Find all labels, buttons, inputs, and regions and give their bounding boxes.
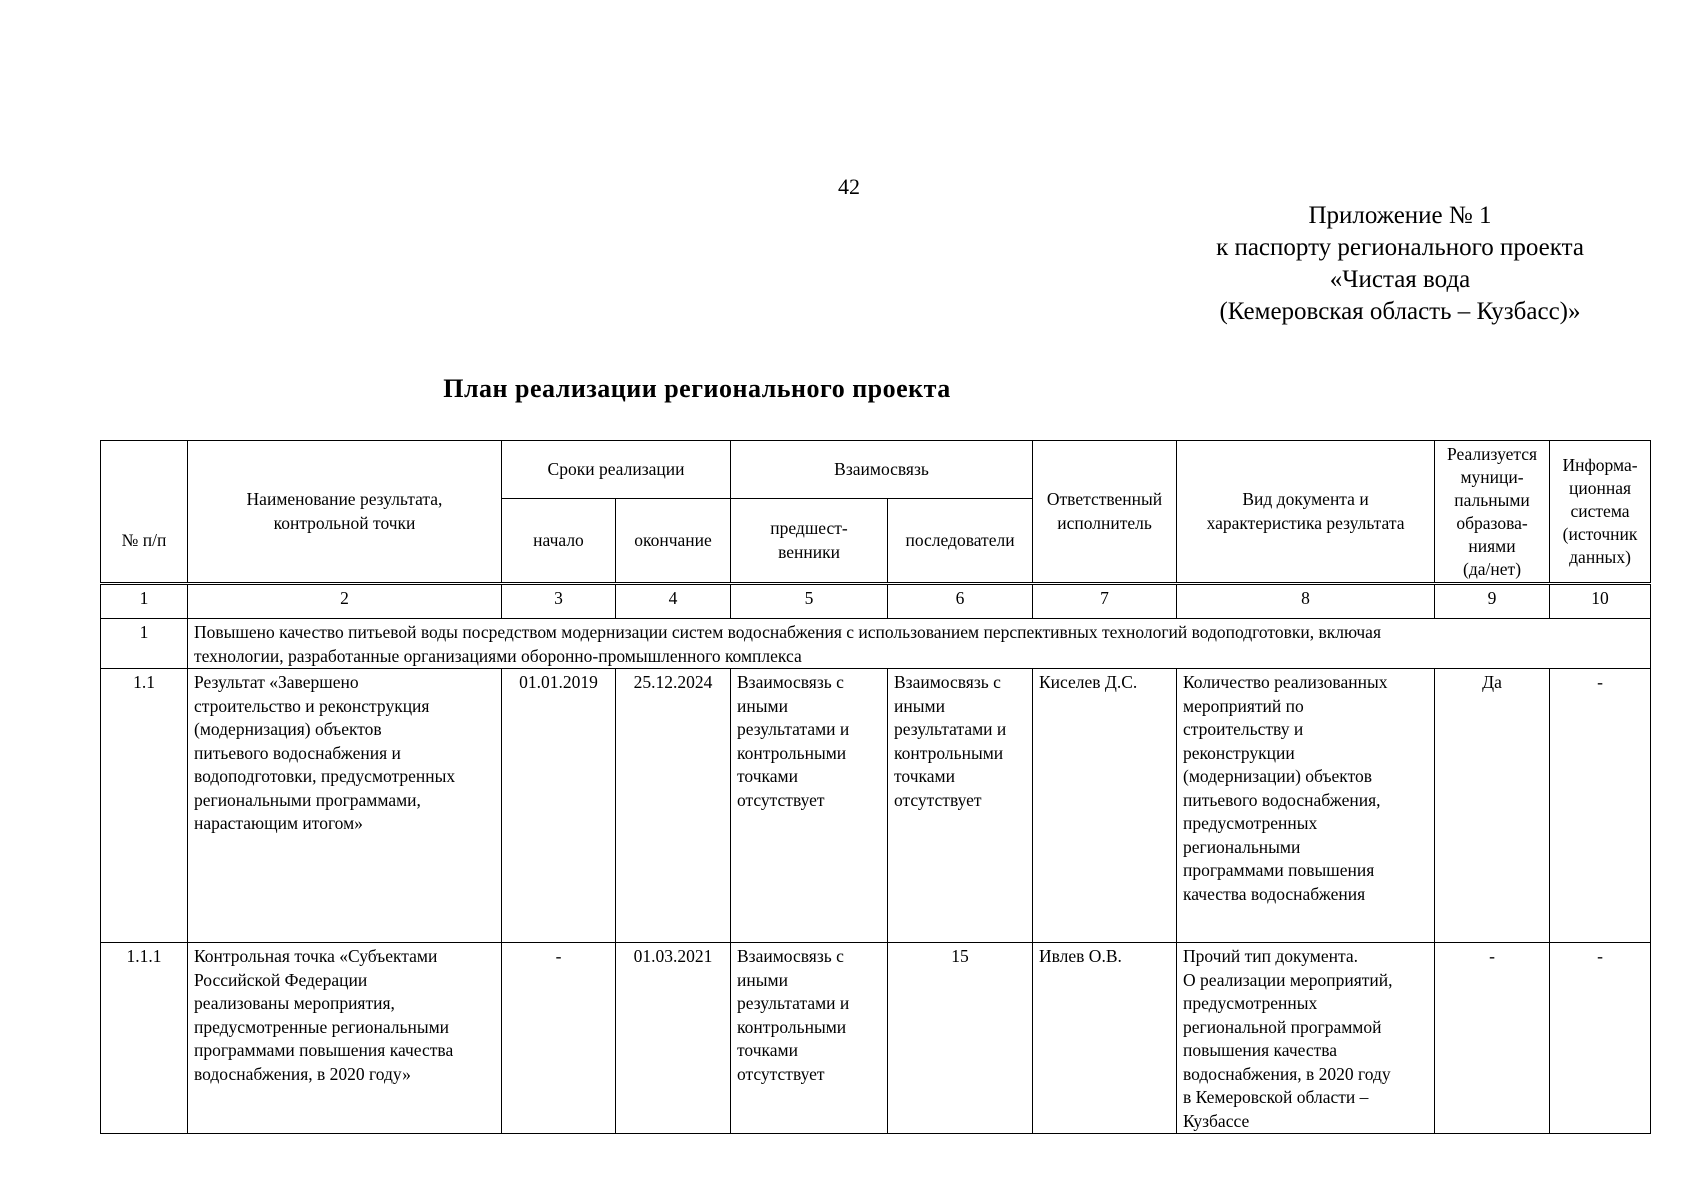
header-doc-type	[1177, 441, 1435, 583]
column-number: 8	[1177, 585, 1435, 619]
row-doc-type-line: региональными	[1183, 836, 1301, 857]
row-successors-line: иными	[894, 695, 945, 716]
row-name-line: реализованы мероприятия,	[194, 993, 395, 1013]
row-doc-type-line: водоснабжения, в 2020 году	[1183, 1063, 1391, 1084]
row-predecessors-line: Взаимосвязь с	[737, 672, 844, 692]
header-responsible	[1033, 441, 1177, 583]
header-info-system	[1550, 441, 1651, 583]
row-predecessors-line: Взаимосвязь с	[737, 946, 844, 966]
row-doc-type-line: в Кемеровской области –	[1183, 1087, 1369, 1107]
header-predecessors-line: предшест-	[770, 518, 848, 538]
row-predecessors-line: точками	[737, 766, 798, 786]
row-successors-line: контрольными	[894, 742, 1004, 763]
header-end: окончание	[616, 499, 731, 583]
column-number: 10	[1550, 585, 1651, 619]
row-doc-type-line: реконструкции	[1183, 742, 1295, 763]
row-predecessors-line: контрольными	[737, 1016, 847, 1037]
row-predecessors-line: отсутствует	[737, 1063, 825, 1084]
column-number: 2	[188, 585, 502, 619]
row-info-system: -	[1550, 669, 1651, 943]
row-doc-type-line: программами повышения	[1183, 860, 1375, 880]
header-info-system-line: система	[1570, 501, 1630, 521]
row-doc-type-line: региональной программой	[1183, 1016, 1382, 1037]
row-num: 1.1	[101, 669, 188, 943]
header-predecessors	[731, 499, 888, 583]
appendix-heading	[1160, 200, 1640, 328]
appendix-line: «Чистая вода	[1329, 266, 1471, 293]
row-name	[188, 669, 502, 943]
row-name-line: (модернизация) объектов	[194, 719, 382, 739]
section-num: 1	[101, 619, 188, 669]
header-municipal-line: муници-	[1460, 466, 1524, 487]
document-title: План реализации регионального проекта	[443, 374, 951, 403]
row-doc-type-line: Прочий тип документа.	[1183, 946, 1358, 966]
row-doc-type-line: Количество реализованных	[1183, 672, 1388, 692]
column-number: 7	[1033, 585, 1177, 619]
section-text	[188, 619, 1651, 669]
section-text-line: Повышено качество питьевой воды посредством модернизации систем водоснабжения с использованием перспективных технологий водоподготовки, включая	[194, 622, 1382, 642]
header-doc-type-line: характеристика результата	[1206, 512, 1405, 533]
row-predecessors-line: контрольными	[737, 742, 847, 763]
header-name-line: контрольной точки	[273, 512, 416, 533]
row-name-line: нарастающим итогом»	[194, 813, 363, 833]
row-predecessors-line: отсутствует	[737, 789, 825, 810]
row-responsible: Ивлев О.В.	[1033, 943, 1177, 1134]
row-successors-line: результатами и	[894, 719, 1007, 739]
row-name-line: программами повышения качества	[194, 1040, 454, 1060]
column-number: 5	[731, 585, 888, 619]
row-doc-type	[1177, 943, 1435, 1134]
row-successors	[888, 669, 1033, 943]
row-name	[188, 943, 502, 1134]
row-name-line: Результат «Завершено	[194, 672, 359, 692]
column-number: 1	[101, 585, 188, 619]
row-municipal: -	[1435, 943, 1550, 1134]
header-relation: Взаимосвязь	[731, 441, 1033, 499]
header-doc-type-line: Вид документа и	[1242, 489, 1369, 509]
row-doc-type-line: предусмотренных	[1183, 993, 1318, 1013]
row-name-line: питьевого водоснабжения и	[194, 742, 401, 763]
row-info-system: -	[1550, 943, 1651, 1134]
row-doc-type	[1177, 669, 1435, 943]
row-successors: 15	[888, 943, 1033, 1134]
row-start: -	[502, 943, 616, 1134]
row-doc-type-line: предусмотренных	[1183, 813, 1318, 833]
header-municipal-line: ниями	[1468, 535, 1516, 556]
page-number: 42	[838, 174, 860, 199]
header-successors: последователи	[888, 499, 1033, 583]
row-end: 25.12.2024	[616, 669, 731, 943]
appendix-line: (Кемеровская область – Кузбасс)»	[1219, 298, 1581, 325]
row-successors-line: Взаимосвязь с	[894, 672, 1001, 692]
column-number-row	[101, 585, 1651, 619]
row-predecessors-line: результатами и	[737, 719, 850, 739]
header-municipal-line: пальными	[1454, 489, 1530, 510]
plan-table-body	[100, 584, 1651, 1134]
appendix-line: к паспорту регионального проекта	[1216, 234, 1584, 261]
column-number: 3	[502, 585, 616, 619]
row-responsible: Киселев Д.С.	[1033, 669, 1177, 943]
header-name	[188, 441, 502, 583]
row-doc-type-line: мероприятий по	[1183, 695, 1304, 716]
header-responsible-line: Ответственный	[1046, 489, 1163, 509]
plan-table-header	[100, 440, 1651, 583]
row-start: 01.01.2019	[502, 669, 616, 943]
table-row	[101, 943, 1651, 1134]
section-row	[101, 619, 1651, 669]
row-predecessors	[731, 669, 888, 943]
row-doc-type-line: О реализации мероприятий,	[1183, 969, 1393, 990]
header-municipal-line: Реализуется	[1447, 443, 1538, 464]
table-row	[101, 669, 1651, 943]
header-info-system-line: ционная	[1569, 478, 1632, 498]
row-num: 1.1.1	[101, 943, 188, 1134]
row-name-line: предусмотренные региональными	[194, 1016, 450, 1037]
header-predecessors-line: венники	[778, 541, 840, 562]
row-name-line: Контрольная точка «Субъектами	[194, 946, 438, 966]
column-number: 9	[1435, 585, 1550, 619]
row-successors-line: точками	[894, 766, 955, 786]
row-doc-type-line: Кузбассе	[1183, 1110, 1250, 1131]
row-municipal: Да	[1435, 669, 1550, 943]
header-start: начало	[502, 499, 616, 583]
section-text-line: технологии, разработанные организациями оборонно-промышленного комплекса	[194, 645, 802, 666]
row-doc-type-line: качества водоснабжения	[1183, 883, 1366, 904]
header-info-system-line: Информа-	[1562, 455, 1638, 475]
row-predecessors	[731, 943, 888, 1134]
header-municipal-line: (да/нет)	[1463, 558, 1522, 579]
row-predecessors-line: результатами и	[737, 993, 850, 1013]
header-responsible-line: исполнитель	[1057, 512, 1152, 533]
row-doc-type-line: повышения качества	[1183, 1040, 1338, 1060]
header-terms: Сроки реализации	[502, 441, 731, 499]
row-name-line: Российской Федерации	[194, 969, 368, 990]
row-doc-type-line: питьевого водоснабжения,	[1183, 789, 1381, 810]
row-name-line: региональными программами,	[194, 789, 421, 810]
row-name-line: водоподготовки, предусмотренных	[194, 766, 456, 786]
row-predecessors-line: иными	[737, 695, 788, 716]
row-predecessors-line: иными	[737, 969, 788, 990]
appendix-line: Приложение № 1	[1308, 202, 1492, 229]
row-doc-type-line: (модернизации) объектов	[1183, 766, 1373, 786]
header-info-system-line: данных)	[1569, 547, 1631, 567]
row-successors-line: отсутствует	[894, 789, 982, 810]
header-municipal-line: образова-	[1456, 512, 1528, 533]
column-number: 4	[616, 585, 731, 619]
row-name-line: строительство и реконструкция	[194, 695, 430, 716]
header-municipal	[1435, 441, 1550, 583]
header-name-line: Наименование результата,	[246, 489, 443, 509]
row-doc-type-line: строительству и	[1183, 719, 1304, 739]
header-info-system-line: (источник	[1562, 524, 1638, 544]
row-name-line: водоснабжения, в 2020 году»	[194, 1063, 411, 1084]
column-number: 6	[888, 585, 1033, 619]
row-end: 01.03.2021	[616, 943, 731, 1134]
header-num: № п/п	[101, 441, 188, 583]
row-predecessors-line: точками	[737, 1040, 798, 1060]
